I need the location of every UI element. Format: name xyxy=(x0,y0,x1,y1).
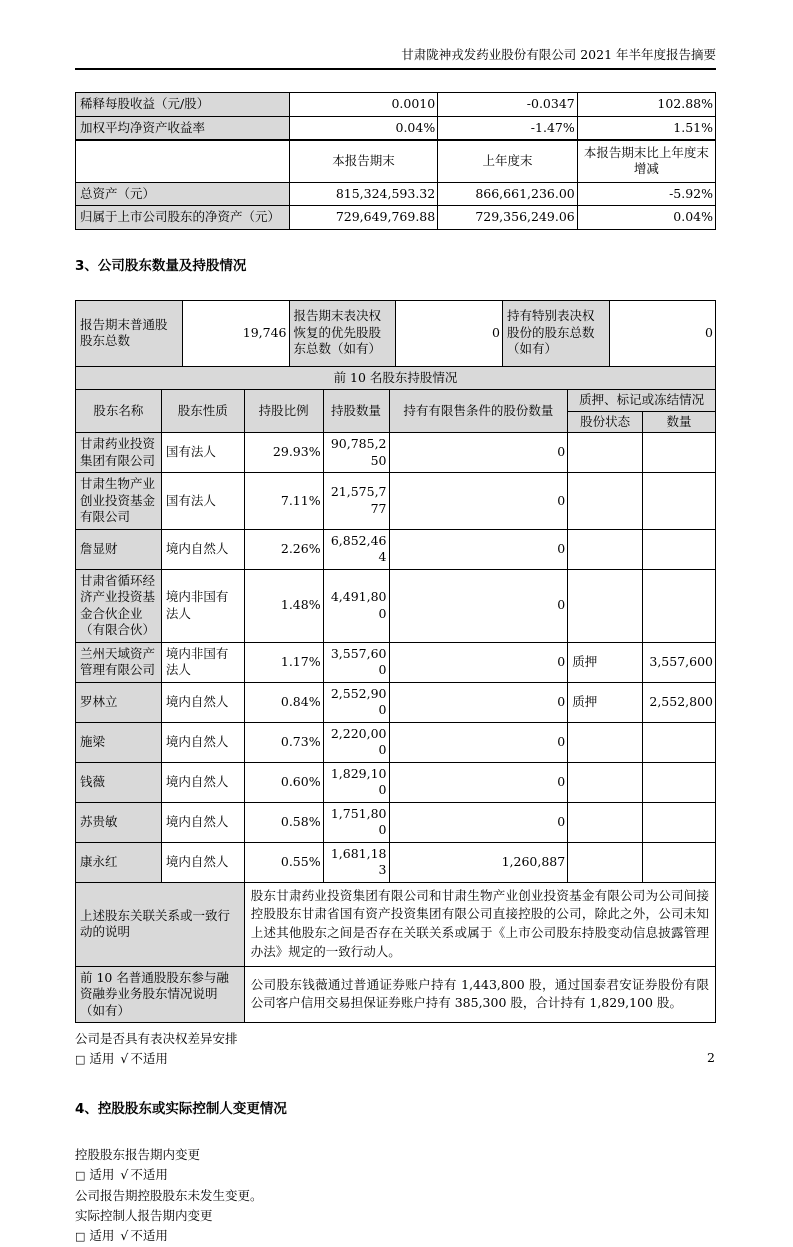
document-title: 甘肃陇神戎发药业股份有限公司 2021 年半年度报告摘要 xyxy=(401,47,716,62)
shareholder-name: 钱薇 xyxy=(76,762,162,802)
note-content: 公司股东钱薇通过普通证券账户持有 1,443,800 股，通过国泰君安证券股份有限公司客户信用交易担保证券账户持有 385,300 股，合计持有 1,829,100 股。 xyxy=(244,966,715,1023)
pledge-quantity xyxy=(643,569,716,642)
shareholder-row xyxy=(76,842,716,882)
column-header-name: 股东名称 xyxy=(76,390,162,433)
summary-row xyxy=(76,182,716,206)
pledge-status xyxy=(568,529,643,569)
pledge-quantity xyxy=(643,842,716,882)
shareholder-name: 甘肃生物产业创业投资基金有限公司 xyxy=(76,473,162,530)
pledge-status xyxy=(568,569,643,642)
shareholder-nature: 境内自然人 xyxy=(161,842,244,882)
shareholder-restricted-shares: 0 xyxy=(389,529,568,569)
top10-header-row xyxy=(76,390,716,412)
pledge-status xyxy=(568,722,643,762)
pledge-quantity: 3,557,600 xyxy=(643,642,716,682)
page-number: 2 xyxy=(707,1050,715,1065)
financial-summary-table xyxy=(75,92,716,230)
shareholder-nature: 境内自然人 xyxy=(161,529,244,569)
note-row xyxy=(76,966,716,1023)
shareholder-ratio: 0.60% xyxy=(244,762,323,802)
shareholder-nature: 境内自然人 xyxy=(161,762,244,802)
note-label: 前 10 名普通股股东参与融资融券业务股东情况说明（如有） xyxy=(76,966,245,1023)
applicable-label: 适用 xyxy=(89,1167,115,1182)
summary-row-label: 总资产（元） xyxy=(76,182,290,206)
summary-current-value: 0.0010 xyxy=(289,93,437,117)
pledge-quantity xyxy=(643,762,716,802)
shareholder-name: 苏贵敏 xyxy=(76,802,162,842)
check-icon: √ xyxy=(120,1051,129,1066)
shareholder-ratio: 1.17% xyxy=(244,642,323,682)
shareholder-ratio: 7.11% xyxy=(244,473,323,530)
shareholder-row xyxy=(76,722,716,762)
shareholder-shares: 90,785,250 xyxy=(323,433,389,473)
note-row xyxy=(76,882,716,966)
shareholder-ratio: 29.93% xyxy=(244,433,323,473)
controlling-shareholder-change-line: 控股股东报告期内变更 xyxy=(75,1147,201,1162)
check-icon: √ xyxy=(120,1167,129,1182)
common-shareholders-label: 报告期末普通股股东总数 xyxy=(76,300,183,366)
column-header-shares: 持股数量 xyxy=(323,390,389,433)
not-applicable-label: 不适用 xyxy=(130,1051,168,1066)
summary-change-value: -5.92% xyxy=(577,182,715,206)
summary-row-label: 加权平均净资产收益率 xyxy=(76,116,290,140)
shareholder-ratio: 0.58% xyxy=(244,802,323,842)
shareholder-restricted-shares: 0 xyxy=(389,682,568,722)
summary-prior-value: -1.47% xyxy=(438,116,578,140)
note-content: 股东甘肃药业投资集团有限公司和甘肃生物产业创业投资基金有限公司为公司间接控股股东甘肃省国有资产投资集团有限公司直接控股的公司，除此之外，公司未知上述其他股东之间是否存在关联关系或属于《上市公司股东持股变动信息披露管理办法》规定的一致行动人。 xyxy=(244,882,715,966)
checkbox-icon: □ xyxy=(75,1230,86,1243)
pledge-status xyxy=(568,473,643,530)
special-voting-value: 0 xyxy=(609,300,715,366)
shareholder-row xyxy=(76,473,716,530)
shareholder-row xyxy=(76,433,716,473)
shareholder-name: 詹显财 xyxy=(76,529,162,569)
shareholder-row xyxy=(76,762,716,802)
period-header-row xyxy=(76,140,716,182)
not-applicable-label: 不适用 xyxy=(130,1167,168,1182)
shareholder-row xyxy=(76,802,716,842)
summary-row-label: 稀释每股收益（元/股） xyxy=(76,93,290,117)
document-header xyxy=(75,46,716,70)
common-shareholders-value: 19,746 xyxy=(182,300,289,366)
applicability-line xyxy=(75,1049,716,1070)
summary-change-value: 1.51% xyxy=(577,116,715,140)
preferred-shareholders-value: 0 xyxy=(396,300,503,366)
pledge-quantity xyxy=(643,433,716,473)
applicable-label: 适用 xyxy=(89,1051,115,1066)
applicability-line xyxy=(75,1165,716,1186)
summary-row xyxy=(76,206,716,230)
not-applicable-label: 不适用 xyxy=(130,1228,168,1243)
column-header-pledge-status: 股份状态 xyxy=(568,411,643,433)
column-header-nature: 股东性质 xyxy=(161,390,244,433)
shareholder-row xyxy=(76,642,716,682)
pledge-quantity xyxy=(643,529,716,569)
pledge-quantity xyxy=(643,473,716,530)
shareholder-restricted-shares: 0 xyxy=(389,433,568,473)
period-header-blank xyxy=(76,140,290,182)
top10-title: 前 10 名股东持股情况 xyxy=(76,366,716,390)
summary-prior-value: 866,661,236.00 xyxy=(438,182,578,206)
column-header-pledge-qty: 数量 xyxy=(643,411,716,433)
shareholder-shares: 1,829,100 xyxy=(323,762,389,802)
shareholder-nature: 境内自然人 xyxy=(161,802,244,842)
shareholder-shares: 1,751,800 xyxy=(323,802,389,842)
shareholder-nature: 国有法人 xyxy=(161,473,244,530)
checkbox-icon: □ xyxy=(75,1169,86,1182)
shareholder-counts-row xyxy=(76,300,716,366)
shareholder-shares: 21,575,777 xyxy=(323,473,389,530)
summary-prior-value: -0.0347 xyxy=(438,93,578,117)
shareholder-name: 兰州天域资产管理有限公司 xyxy=(76,642,162,682)
voting-difference-line: 公司是否具有表决权差异安排 xyxy=(75,1031,238,1046)
special-voting-label: 持有特别表决权股份的股东总数（如有） xyxy=(503,300,610,366)
summary-row xyxy=(76,93,716,117)
check-icon: √ xyxy=(120,1228,129,1243)
pledge-quantity xyxy=(643,722,716,762)
shareholder-shares: 2,220,000 xyxy=(323,722,389,762)
summary-change-value: 102.88% xyxy=(577,93,715,117)
summary-row xyxy=(76,116,716,140)
shareholder-shares: 1,681,183 xyxy=(323,842,389,882)
shareholder-ratio: 0.84% xyxy=(244,682,323,722)
preferred-shareholders-label: 报告期末表决权恢复的优先股股东总数（如有） xyxy=(289,300,396,366)
shareholder-ratio: 2.26% xyxy=(244,529,323,569)
period-header-prior: 上年度末 xyxy=(438,140,578,182)
shareholder-restricted-shares: 0 xyxy=(389,642,568,682)
shareholder-name: 罗林立 xyxy=(76,682,162,722)
shareholder-shares: 2,552,900 xyxy=(323,682,389,722)
summary-change-value: 0.04% xyxy=(577,206,715,230)
top10-title-row xyxy=(76,366,716,390)
shareholder-name: 甘肃药业投资集团有限公司 xyxy=(76,433,162,473)
shareholder-nature: 国有法人 xyxy=(161,433,244,473)
applicable-label: 适用 xyxy=(89,1228,115,1243)
column-header-ratio: 持股比例 xyxy=(244,390,323,433)
summary-current-value: 729,649,769.88 xyxy=(289,206,437,230)
shareholder-restricted-shares: 0 xyxy=(389,473,568,530)
applicability-line xyxy=(75,1226,716,1247)
shareholder-ratio: 0.73% xyxy=(244,722,323,762)
shareholder-ratio: 0.55% xyxy=(244,842,323,882)
summary-row-label: 归属于上市公司股东的净资产（元） xyxy=(76,206,290,230)
shareholder-row xyxy=(76,529,716,569)
shareholder-restricted-shares: 0 xyxy=(389,762,568,802)
shareholder-name: 康永红 xyxy=(76,842,162,882)
shareholder-shares: 3,557,600 xyxy=(323,642,389,682)
no-change-statement: 公司报告期控股股东未发生变更。 xyxy=(75,1188,263,1203)
shareholder-shares: 4,491,800 xyxy=(323,569,389,642)
column-header-restricted: 持有有限售条件的股份数量 xyxy=(389,390,568,433)
actual-controller-change-line: 实际控制人报告期内变更 xyxy=(75,1208,213,1223)
shareholder-shares: 6,852,464 xyxy=(323,529,389,569)
shareholder-restricted-shares: 0 xyxy=(389,802,568,842)
summary-current-value: 0.04% xyxy=(289,116,437,140)
period-header-change: 本报告期末比上年度末增减 xyxy=(577,140,715,182)
shareholder-name: 施梁 xyxy=(76,722,162,762)
shareholder-row xyxy=(76,569,716,642)
shareholder-restricted-shares: 1,260,887 xyxy=(389,842,568,882)
shareholder-name: 甘肃省循环经济产业投资基金合伙企业（有限合伙） xyxy=(76,569,162,642)
shareholder-nature: 境内非国有法人 xyxy=(161,569,244,642)
period-header-current: 本报告期末 xyxy=(289,140,437,182)
top10-shareholders-table xyxy=(75,366,716,1024)
pledge-status xyxy=(568,762,643,802)
shareholder-restricted-shares: 0 xyxy=(389,722,568,762)
pledge-status xyxy=(568,433,643,473)
summary-current-value: 815,324,593.32 xyxy=(289,182,437,206)
note-label: 上述股东关联关系或一致行动的说明 xyxy=(76,882,245,966)
pledge-status xyxy=(568,842,643,882)
shareholder-nature: 境内自然人 xyxy=(161,722,244,762)
shareholder-counts-table xyxy=(75,300,716,367)
pledge-quantity: 2,552,800 xyxy=(643,682,716,722)
shareholder-row xyxy=(76,682,716,722)
column-header-pledge-group: 质押、标记或冻结情况 xyxy=(568,390,716,412)
shareholder-nature: 境内非国有法人 xyxy=(161,642,244,682)
shareholder-restricted-shares: 0 xyxy=(389,569,568,642)
section-3-heading: 3、公司股东数量及持股情况 xyxy=(75,257,247,274)
pledge-status: 质押 xyxy=(568,682,643,722)
summary-prior-value: 729,356,249.06 xyxy=(438,206,578,230)
pledge-status xyxy=(568,802,643,842)
pledge-quantity xyxy=(643,802,716,842)
checkbox-icon: □ xyxy=(75,1053,86,1066)
pledge-status: 质押 xyxy=(568,642,643,682)
section-4-heading: 4、控股股东或实际控制人变更情况 xyxy=(75,1101,287,1117)
shareholder-nature: 境内自然人 xyxy=(161,682,244,722)
shareholder-ratio: 1.48% xyxy=(244,569,323,642)
